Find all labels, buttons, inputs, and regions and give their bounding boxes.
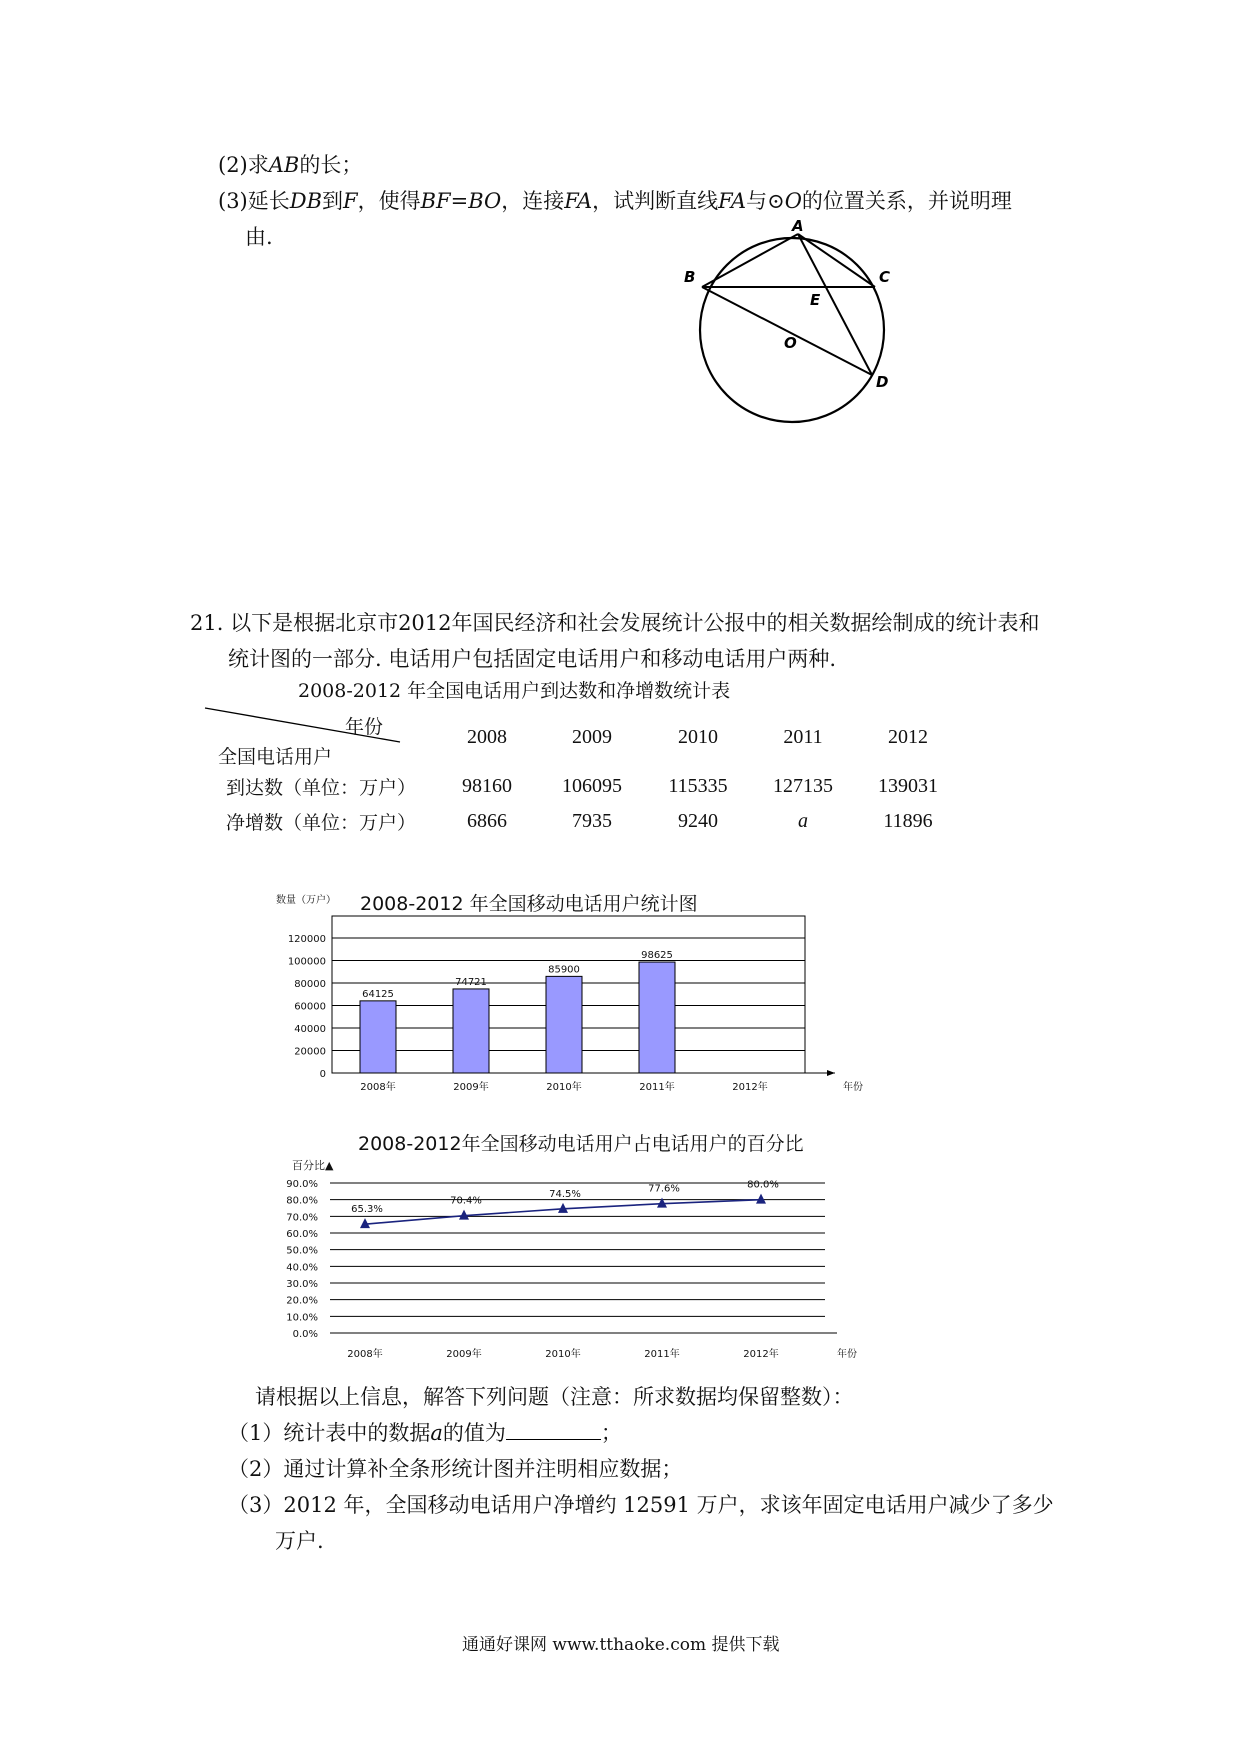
y-axis-label: 百分比▲ <box>292 1159 334 1172</box>
segment-ac <box>798 234 875 287</box>
x-tick-label: 2012年 <box>732 1082 768 1093</box>
table-cell: 115335 <box>668 775 728 797</box>
y-tick-label: 100000 <box>287 956 326 968</box>
data-label: 74721 <box>455 976 487 988</box>
y-tick-label: 60.0% <box>286 1229 318 1240</box>
label-a: A <box>792 217 804 235</box>
table-cell: 106095 <box>562 775 622 797</box>
x-tick-label: 2008年 <box>347 1349 383 1360</box>
segment-bd <box>702 287 872 375</box>
x-tick-label: 2012年 <box>743 1349 779 1360</box>
footer: 通通好课网 www.tthaoke.com 提供下载 <box>462 1635 780 1655</box>
x-tick-label: 2009年 <box>453 1082 489 1093</box>
bar <box>453 989 489 1073</box>
x-axis-label: 年份 <box>843 1082 863 1093</box>
q21-text-2: 统计图的一部分. 电话用户包括固定电话用户和移动电话用户两种. <box>228 647 837 671</box>
table-year-2009: 2009 <box>572 726 612 748</box>
line-chart <box>280 1125 860 1363</box>
chart-title: 2008-2012 年全国移动电话用户统计图 <box>360 893 698 915</box>
x-tick-label: 2010年 <box>545 1349 581 1360</box>
table-cell: 9240 <box>678 810 718 832</box>
data-label: 80.0% <box>747 1179 779 1191</box>
bar <box>546 976 582 1073</box>
y-tick-label: 20.0% <box>286 1295 318 1307</box>
questions-intro: 请根据以上信息，解答下列问题（注意：所求数据均保留整数）： <box>255 1385 854 1409</box>
y-tick-label: 30.0% <box>286 1279 318 1290</box>
answer-blank[interactable] <box>506 1419 601 1440</box>
data-label: 85900 <box>548 964 580 976</box>
x-tick-label: 2011年 <box>639 1082 675 1093</box>
y-tick-label: 80.0% <box>286 1195 318 1207</box>
table-year-2012: 2012 <box>888 726 928 748</box>
table-cell: 7935 <box>572 810 612 832</box>
table-title: 2008-2012 年全国电话用户到达数和净增数统计表 <box>298 680 731 702</box>
y-tick-label: 80000 <box>294 979 326 990</box>
data-label: 65.3% <box>351 1204 383 1216</box>
table-year-2011: 2011 <box>783 726 823 748</box>
x-tick-label: 2009年 <box>446 1349 482 1360</box>
data-label: 98625 <box>641 950 673 962</box>
data-label: 70.4% <box>450 1195 482 1207</box>
table-cell: 127135 <box>773 775 833 797</box>
table-year-2010: 2010 <box>678 726 718 748</box>
x-axis-label: 年份 <box>837 1349 857 1360</box>
table-row-label-reach: 到达数（单位：万户） <box>226 777 417 799</box>
question-3-cont: 由. <box>245 225 273 249</box>
segment-ba <box>702 234 798 287</box>
y-tick-label: 20000 <box>294 1046 326 1058</box>
bar-chart <box>270 880 863 1100</box>
label-o: O <box>784 334 797 352</box>
chart-title: 2008-2012年全国移动电话用户占电话用户的百分比 <box>358 1133 804 1155</box>
question-21-1: （1）统计表中的数据a的值为 ； <box>228 1421 622 1445</box>
data-point-marker <box>756 1194 766 1204</box>
label-b: B <box>684 268 696 286</box>
label-e: E <box>810 291 821 309</box>
y-axis-label: 数量（万户） <box>276 895 336 906</box>
data-label: 74.5% <box>549 1188 581 1200</box>
data-point-marker <box>657 1198 667 1208</box>
table-header-users: 全国电话用户 <box>218 746 333 768</box>
x-tick-label: 2010年 <box>546 1082 582 1093</box>
question-21-3: （3）2012 年，全国移动电话用户净增约 12591 万户，求该年固定电话用户减少了多少 <box>228 1493 1054 1517</box>
data-label: 64125 <box>362 988 394 1000</box>
question-21-2: （2）通过计算补全条形统计图并注明相应数据； <box>228 1457 683 1481</box>
x-tick-label: 2011年 <box>644 1349 680 1360</box>
y-tick-label: 60000 <box>294 1001 326 1013</box>
y-tick-label: 40000 <box>294 1024 326 1035</box>
circle-diagram <box>680 215 910 430</box>
label-d: D <box>876 373 889 391</box>
y-tick-label: 120000 <box>287 934 326 945</box>
table-cell: 6866 <box>467 810 507 832</box>
table-cell: 139031 <box>878 775 938 797</box>
y-tick-label: 40.0% <box>286 1262 318 1274</box>
x-axis-arrow <box>827 1070 835 1076</box>
label-c: C <box>879 268 891 286</box>
table-year-2008: 2008 <box>467 726 507 748</box>
bar <box>639 962 675 1073</box>
q21-text-1: 21. 以下是根据北京市2012年国民经济和社会发展统计公报中的相关数据绘制成的统计表和 <box>190 611 1040 635</box>
data-point-marker <box>558 1203 568 1213</box>
table-cell-unknown-a: a <box>798 810 808 832</box>
y-tick-label: 10.0% <box>286 1312 318 1324</box>
y-tick-label: 50.0% <box>286 1245 318 1257</box>
table-cell: 98160 <box>462 775 512 797</box>
question-2: (2)求AB的长； <box>218 153 363 177</box>
y-tick-label: 70.0% <box>286 1212 318 1224</box>
table-row-label-net: 净增数（单位：万户） <box>226 812 417 834</box>
y-tick-label: 90.0% <box>286 1179 318 1190</box>
circle-o <box>700 238 884 422</box>
data-label: 77.6% <box>648 1183 680 1195</box>
y-tick-label: 0 <box>319 1069 326 1080</box>
x-tick-label: 2008年 <box>360 1082 396 1093</box>
question-3: (3)延长DB到F，使得BF=BO，连接FA，试判断直线FA与⊙O的位置关系，并说明理 <box>218 189 1012 213</box>
y-tick-label: 0.0% <box>292 1329 318 1340</box>
table-header-year: 年份 <box>345 716 384 738</box>
table-cell: 11896 <box>883 810 933 832</box>
question-21-3-cont: 万户. <box>275 1529 324 1553</box>
bar <box>360 1001 396 1073</box>
